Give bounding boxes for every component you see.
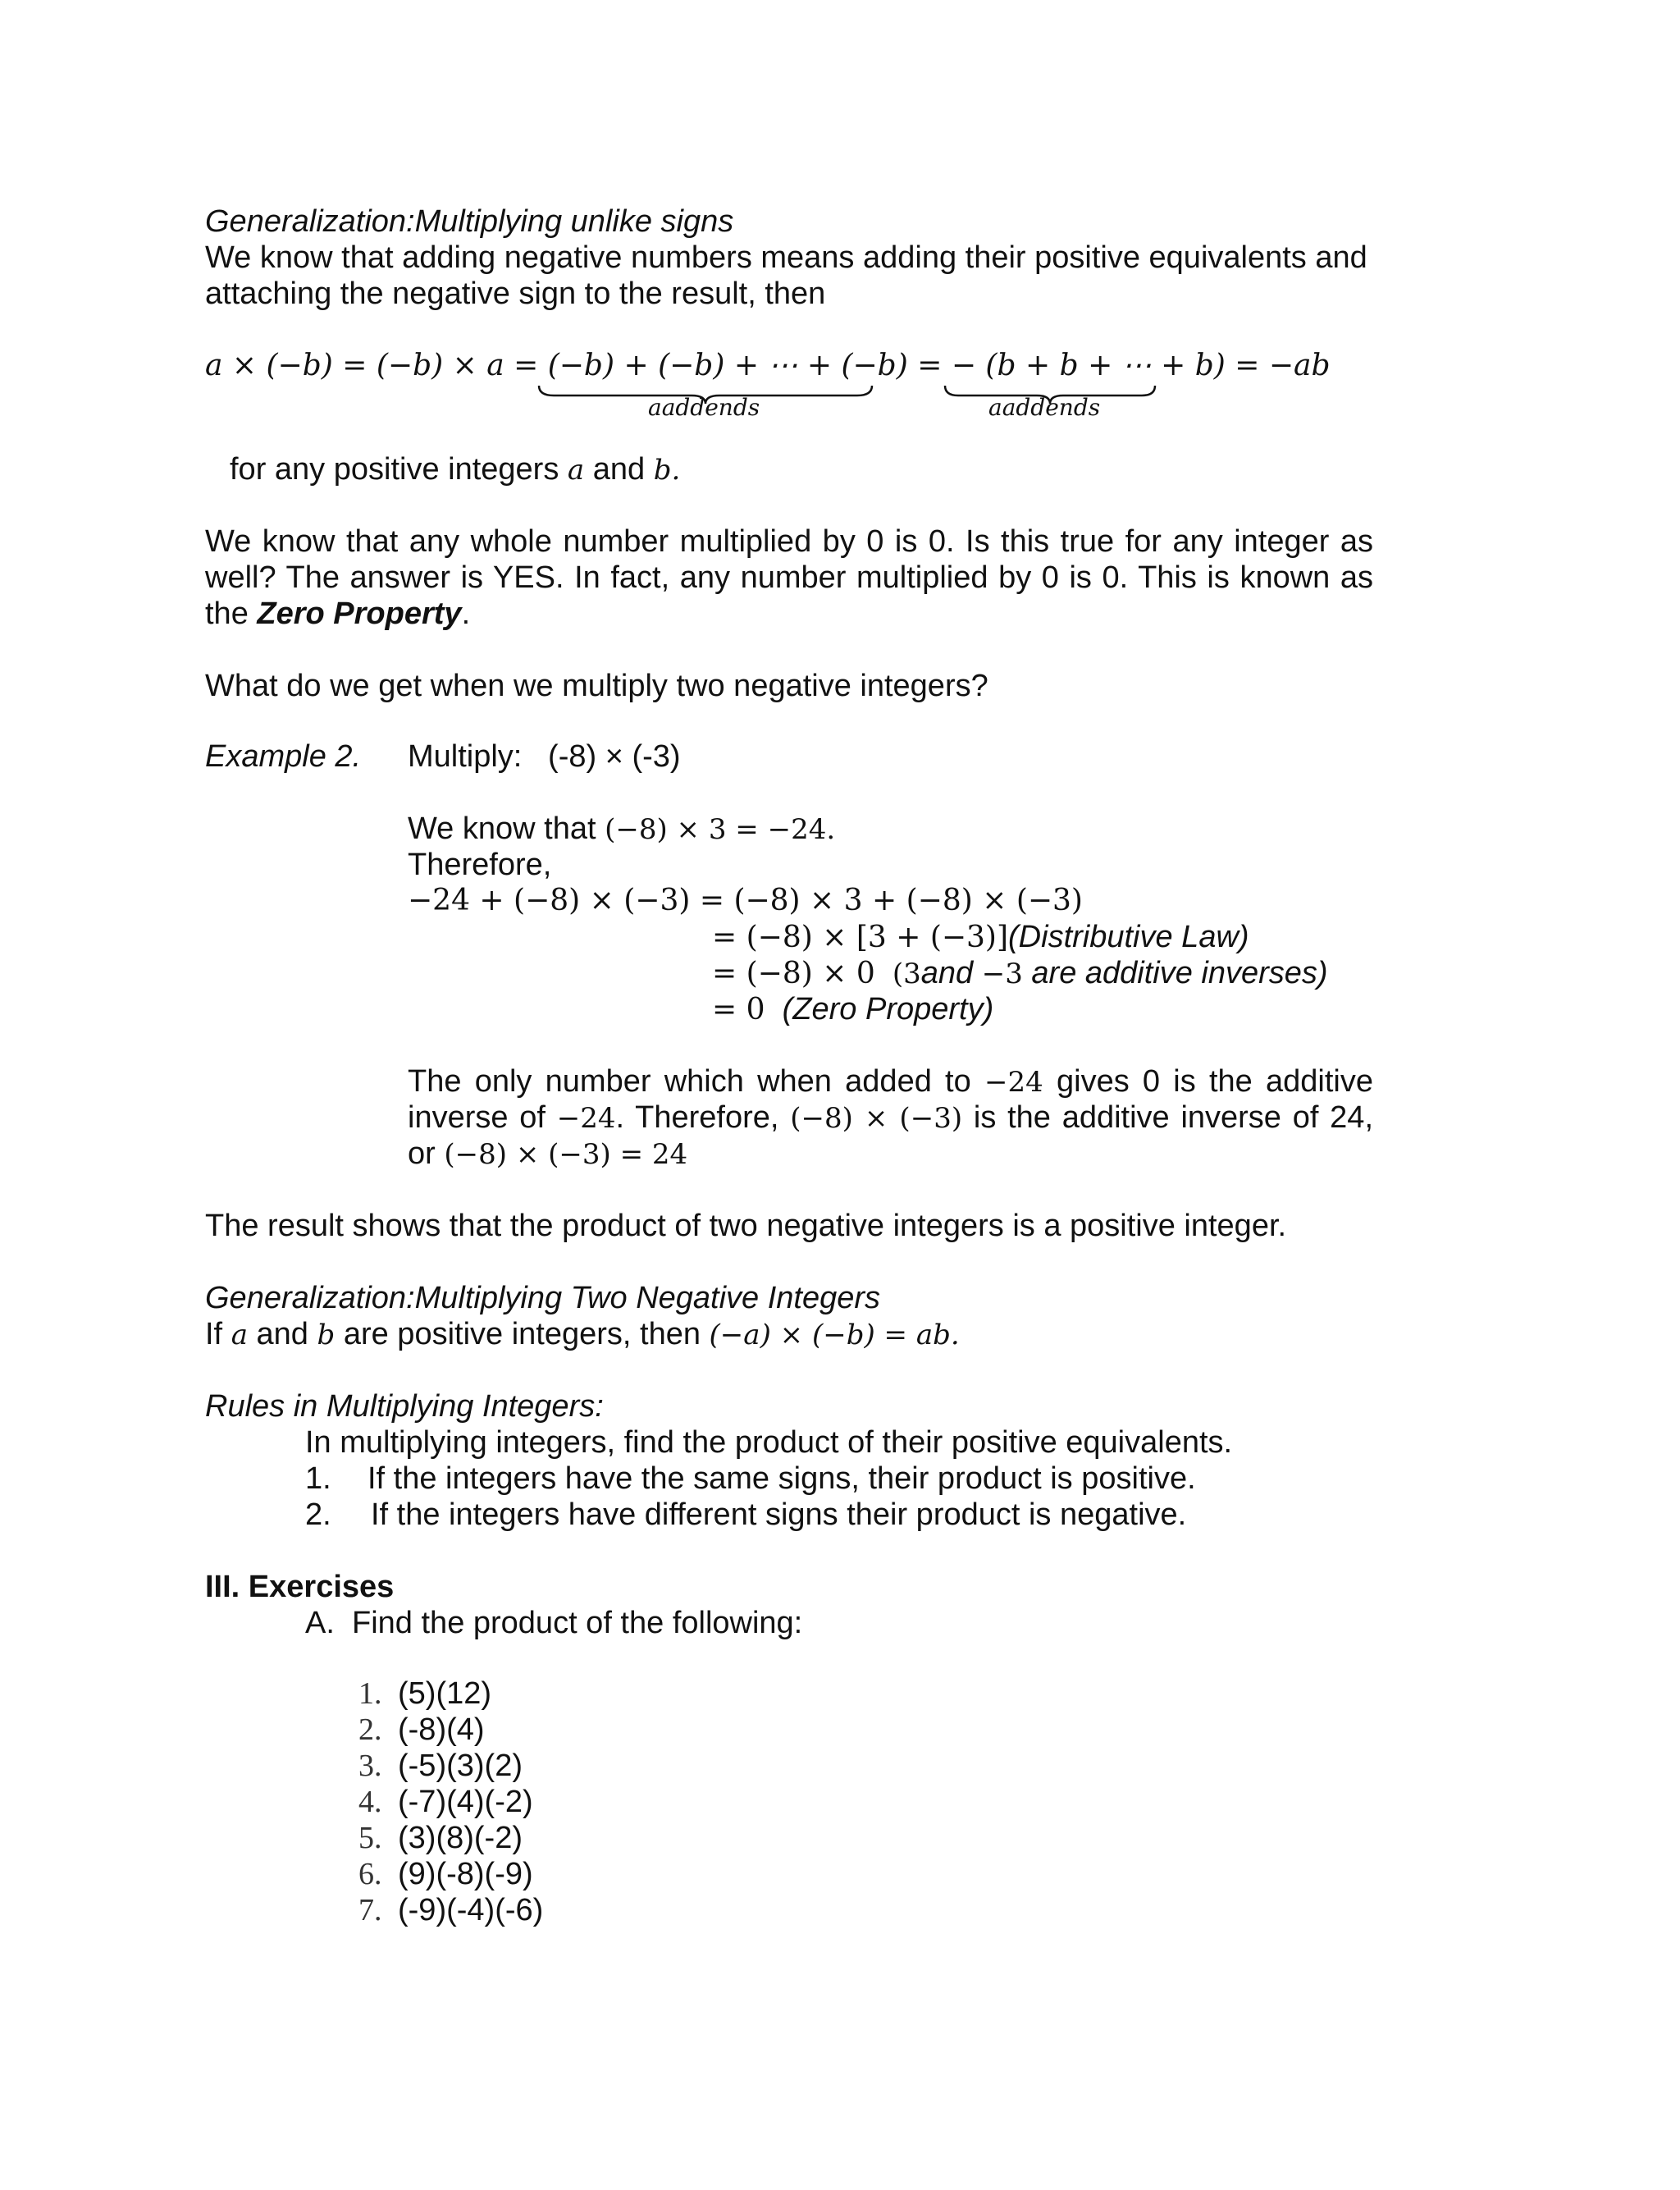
derivation-step-1: −24 + (−8) × (−3) = (−8) × 3 + (−8) × (−3) [408,884,1083,917]
addends-label-1: aaddends [648,394,760,421]
zero-line-1: We know that any whole number multiplied by 0 is 0. Is this true for any integer as [205,524,1373,559]
rule-item: 1. If the integers have the same signs, their product is positive. [305,1461,1196,1496]
generalization-heading-unlike: Generalization:Multiplying unlike signs [205,204,734,239]
example-2-label: Example 2. [205,739,362,774]
generalization-heading-negative: Generalization:Multiplying Two Negative Integers [205,1281,881,1315]
rules-intro: In multiplying integers, find the product of their positive equivalents. [305,1425,1233,1460]
conclusion-line-1: The only number which when added to −24 gives 0 is the additive [408,1064,1373,1099]
we-know-line: We know that (−8) × 3 = −24. [408,812,836,846]
addends-label-2: aaddends [988,394,1101,421]
derivation-step-2: = (−8) × [3 + (−3)](Distributive Law) [712,920,1249,954]
exercise-item: 5. (3)(8)(-2) [358,1821,523,1855]
for-any-positive-line: for any positive integers a and b. [230,452,681,487]
example-2-task: Multiply: (-8) × (-3) [408,739,681,774]
question-line: What do we get when we multiply two negative integers? [205,669,988,703]
therefore-line: Therefore, [408,848,552,882]
derivation-step-4: = 0 (Zero Property) [712,992,994,1026]
derivation-step-3: = (−8) × 0 (3and −3 are additive inverses) [712,956,1328,990]
rules-heading: Rules in Multiplying Integers: [205,1389,604,1424]
rule-item: 2. If the integers have different signs their product is negative. [305,1497,1187,1532]
exercise-item: 1. (5)(12) [358,1676,492,1711]
result-line: The result shows that the product of two negative integers is a positive integer. [205,1209,1287,1243]
exercises-instruction: A. Find the product of the following: [305,1606,803,1640]
conclusion-line-3: or (−8) × (−3) = 24 [408,1136,688,1171]
intro-line-1: We know that adding negative numbers means adding their positive equivalents and [205,240,1367,275]
intro-line-2: attaching the negative sign to the result, then [205,277,826,311]
exercise-item: 4. (-7)(4)(-2) [358,1785,533,1819]
zero-line-2: well? The answer is YES. In fact, any number multiplied by 0 is 0. This is known as [205,560,1373,595]
zero-line-3: the Zero Property. [205,597,471,631]
exercise-item: 7. (-9)(-4)(-6) [358,1893,544,1927]
exercise-item: 3. (-5)(3)(2) [358,1749,523,1783]
exercise-item: 2. (-8)(4) [358,1712,485,1747]
unlike-signs-equation: a × (−b) = (−b) × a = (−b) + (−b) + ⋯ + (−b) = − (b + b + ⋯ + b) = −ab [205,349,1331,382]
conclusion-line-2: inverse of −24. Therefore, (−8) × (−3) is the additive inverse of 24, [408,1100,1374,1135]
zero-property-term: Zero Property [257,597,462,631]
exercises-heading: III. Exercises [205,1570,395,1604]
generalization-statement: If a and b are positive integers, then (−a) × (−b) = ab. [205,1317,960,1351]
exercise-item: 6. (9)(-8)(-9) [358,1857,533,1891]
